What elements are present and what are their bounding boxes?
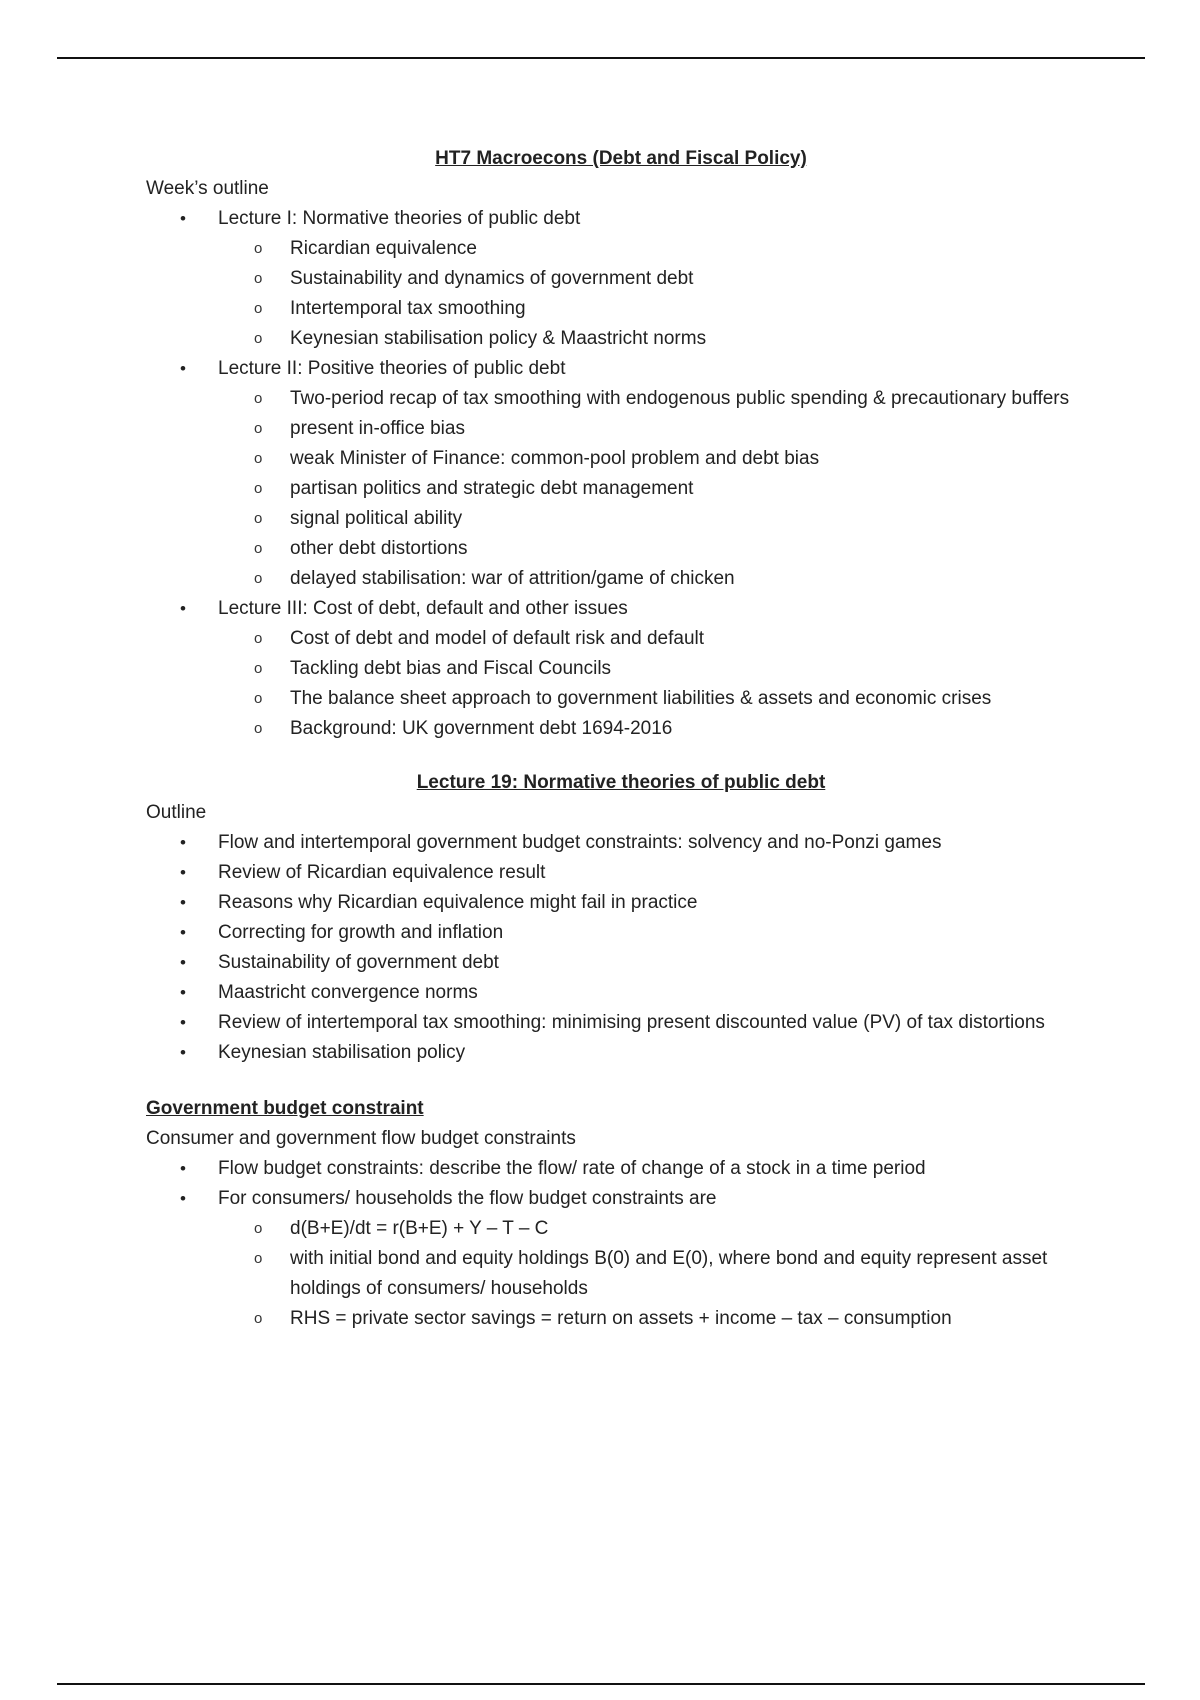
bullet-icon: • — [180, 1013, 186, 1032]
gbc-list — [146, 1154, 1096, 1334]
outline-label: Outline — [146, 802, 207, 823]
outline-item-text: Review of intertemporal tax smoothing: minimising present discounted value (PV) of tax distortions — [218, 1012, 1045, 1033]
sub-item-text: Keynesian stabilisation policy & Maastricht norms — [290, 328, 707, 349]
sub-bullet-icon: o — [254, 420, 263, 437]
lecture19-outline-list — [146, 828, 1096, 1068]
sub-item-text: weak Minister of Finance: common-pool problem and debt bias — [290, 448, 820, 469]
outline-item-text: Sustainability of government debt — [218, 952, 499, 973]
gbc-heading: Government budget constraint — [146, 1098, 424, 1119]
list-item — [218, 684, 1096, 714]
sub-item-text: with initial bond and equity holdings B(0) and E(0), where bond and equity represent asset holdings of consumers/ households — [290, 1248, 1048, 1299]
sub-bullet-icon: o — [254, 1310, 263, 1327]
list-item — [218, 264, 1096, 294]
list-item — [146, 1184, 1096, 1334]
bullet-icon: • — [180, 599, 186, 618]
document-page — [146, 144, 1096, 1334]
outline-item-text: Maastricht convergence norms — [218, 982, 478, 1003]
list-item — [218, 324, 1096, 354]
bullet-icon: • — [180, 359, 186, 378]
outline-item-text: Correcting for growth and inflation — [218, 922, 504, 943]
sub-item-text: other debt distortions — [290, 538, 468, 559]
sub-bullet-icon: o — [254, 390, 263, 407]
bullet-icon: • — [180, 953, 186, 972]
sub-bullet-icon: o — [254, 570, 263, 587]
outline-item-text: Flow and intertemporal government budget constraints: solvency and no-Ponzi games — [218, 832, 942, 853]
sub-list — [218, 624, 1096, 744]
list-item — [146, 594, 1096, 744]
sub-bullet-icon: o — [254, 690, 263, 707]
sub-bullet-icon: o — [254, 1250, 263, 1267]
sub-bullet-icon: o — [254, 240, 263, 257]
outline-item-text: Review of Ricardian equivalence result — [218, 862, 546, 883]
list-item — [146, 948, 1096, 978]
lecture-label: Lecture II: Positive theories of public debt — [218, 358, 566, 379]
gbc-bullet-text: For consumers/ households the flow budget constraints are — [218, 1188, 717, 1209]
sub-bullet-icon: o — [254, 450, 263, 467]
sub-bullet-icon: o — [254, 1220, 263, 1237]
list-item — [146, 858, 1096, 888]
bullet-icon: • — [180, 1189, 186, 1208]
top-rule — [57, 57, 1145, 59]
list-item — [218, 294, 1096, 324]
equation-text: d(B+E)/dt = r(B+E) + Y – T – C — [290, 1218, 549, 1239]
sub-item-text: The balance sheet approach to government liabilities & assets and economic crises — [290, 688, 992, 709]
gbc-intro: Consumer and government flow budget constraints — [146, 1128, 576, 1149]
list-item — [218, 414, 1096, 444]
list-item — [218, 1214, 1096, 1244]
list-item — [218, 444, 1096, 474]
lecture-label: Lecture III: Cost of debt, default and other issues — [218, 598, 628, 619]
list-item — [146, 978, 1096, 1008]
sub-list — [218, 234, 1096, 354]
bullet-icon: • — [180, 209, 186, 228]
sub-item-text: Cost of debt and model of default risk and default — [290, 628, 705, 649]
bullet-icon: • — [180, 1159, 186, 1178]
lecture-label: Lecture I: Normative theories of public debt — [218, 208, 581, 229]
week-outline-list — [146, 204, 1096, 744]
list-item — [146, 918, 1096, 948]
sub-bullet-icon: o — [254, 540, 263, 557]
list-item — [218, 654, 1096, 684]
list-item — [146, 204, 1096, 354]
list-item — [218, 1244, 1096, 1304]
sub-bullet-icon: o — [254, 660, 263, 677]
bullet-icon: • — [180, 863, 186, 882]
bullet-icon: • — [180, 1043, 186, 1062]
sub-item-text: partisan politics and strategic debt management — [290, 478, 694, 499]
list-item — [218, 384, 1096, 414]
list-item — [146, 828, 1096, 858]
list-item — [218, 534, 1096, 564]
outline-item-text: Keynesian stabilisation policy — [218, 1042, 466, 1063]
list-item — [218, 234, 1096, 264]
sub-item-text: Background: UK government debt 1694-2016 — [290, 718, 673, 739]
sub-list — [218, 384, 1096, 594]
sub-bullet-icon: o — [254, 270, 263, 287]
bullet-icon: • — [180, 893, 186, 912]
sub-item-text: Sustainability and dynamics of government debt — [290, 268, 694, 289]
sub-item-text: Intertemporal tax smoothing — [290, 298, 526, 319]
sub-item-text: signal political ability — [290, 508, 463, 529]
sub-item-text: delayed stabilisation: war of attrition/game of chicken — [290, 568, 735, 589]
bottom-rule — [57, 1683, 1145, 1685]
list-item — [218, 714, 1096, 744]
sub-bullet-icon: o — [254, 510, 263, 527]
document-title: HT7 Macroecons (Debt and Fiscal Policy) — [435, 148, 807, 169]
sub-list — [218, 1214, 1096, 1334]
sub-bullet-icon: o — [254, 720, 263, 737]
list-item — [146, 1008, 1096, 1038]
bullet-icon: • — [180, 833, 186, 852]
list-item — [218, 474, 1096, 504]
sub-item-text: Ricardian equivalence — [290, 238, 477, 259]
sub-bullet-icon: o — [254, 300, 263, 317]
sub-item-text: Two-period recap of tax smoothing with endogenous public spending & precautionary buffers — [290, 388, 1070, 409]
list-item — [146, 354, 1096, 594]
list-item — [218, 624, 1096, 654]
outline-item-text: Reasons why Ricardian equivalence might fail in practice — [218, 892, 698, 913]
list-item — [146, 888, 1096, 918]
sub-bullet-icon: o — [254, 480, 263, 497]
sub-item-text: present in-office bias — [290, 418, 465, 439]
list-item — [146, 1154, 1096, 1184]
bullet-icon: • — [180, 983, 186, 1002]
weeks-outline-label: Week’s outline — [146, 178, 269, 199]
gbc-bullet-text: Flow budget constraints: describe the flow/ rate of change of a stock in a time period — [218, 1158, 926, 1179]
list-item — [218, 504, 1096, 534]
sub-bullet-icon: o — [254, 630, 263, 647]
list-item — [218, 1304, 1096, 1334]
sub-item-text: RHS = private sector savings = return on assets + income – tax – consumption — [290, 1308, 952, 1329]
bullet-icon: • — [180, 923, 186, 942]
sub-item-text: Tackling debt bias and Fiscal Councils — [290, 658, 612, 679]
lecture19-title: Lecture 19: Normative theories of public debt — [416, 772, 826, 793]
list-item — [146, 1038, 1096, 1068]
list-item — [218, 564, 1096, 594]
sub-bullet-icon: o — [254, 330, 263, 347]
